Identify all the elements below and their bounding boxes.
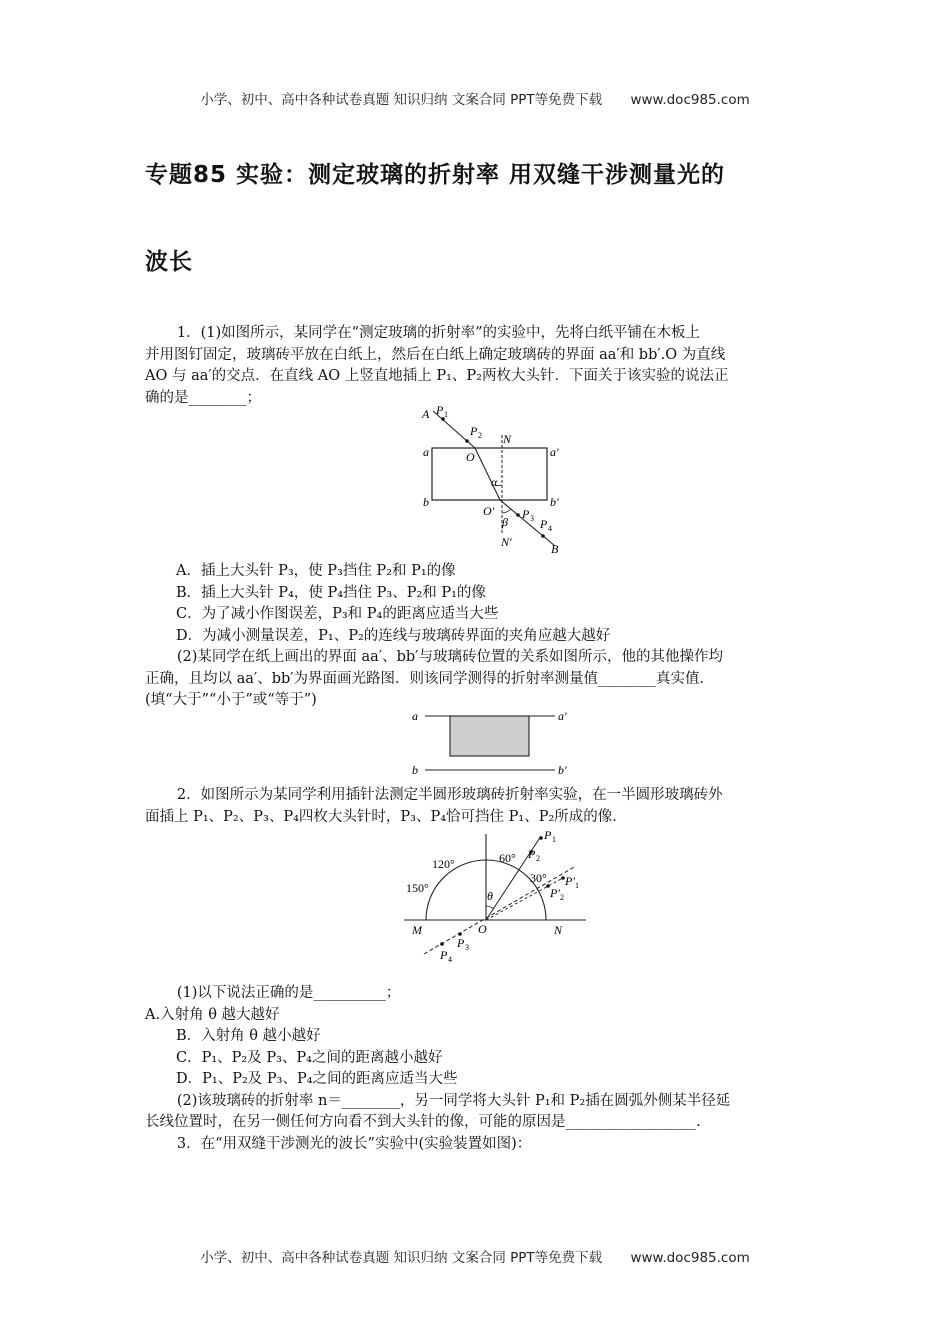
q1-intro-line: AO 与 aa′的交点．在直线 AO 上竖直地插上 P₁、P₂两枚大头针．下面关于该实验的说法正 xyxy=(145,368,729,384)
page-title-line1: 专题85 实验：测定玻璃的折射率 用双缝干涉测量光的 xyxy=(145,162,726,188)
label-b-prime: b′ xyxy=(550,495,559,509)
pin-p4-dot xyxy=(541,534,545,538)
label-150: 150° xyxy=(406,881,429,895)
q1-option-d: D．为减小测量误差，P₁、P₂的连线与玻璃砖界面的夹角应越大越好 xyxy=(176,627,611,644)
page-header xyxy=(0,88,950,108)
q2-figure xyxy=(400,826,590,968)
label-N-prime: N′ xyxy=(501,535,512,549)
label-120: 120° xyxy=(432,857,455,871)
label-a: a xyxy=(412,709,418,723)
label-P4: P xyxy=(440,948,448,962)
glass-block xyxy=(432,448,547,500)
page-title-line2: 波长 xyxy=(145,249,193,275)
label-O: O xyxy=(478,922,487,936)
theta-arc xyxy=(486,906,494,909)
q2-option-d: D．P₁、P₂及 P₃、P₄之间的距离应适当大些 xyxy=(176,1071,458,1087)
label-P3-sub: 3 xyxy=(530,514,534,523)
label-P1-sub: 1 xyxy=(552,835,556,844)
q1-intro xyxy=(145,323,805,409)
label-alpha: α xyxy=(491,475,498,489)
label-P2: P xyxy=(470,424,478,438)
label-beta: β xyxy=(502,515,508,529)
label-P1-prime: P′ xyxy=(565,874,575,888)
q1-part2-line: (2)某同学在纸上画出的界面 aa′、bb′与玻璃砖位置的关系如图所示，他的其他操作均 xyxy=(176,649,723,665)
label-30: 30° xyxy=(530,871,547,885)
label-P1-prime-sub: 1 xyxy=(575,881,579,890)
label-P4-sub: 4 xyxy=(548,524,552,533)
q1-option-b: B．插上大头针 P₄，使 P₄挡住 P₃、P₂和 P₁的像 xyxy=(176,584,486,601)
footer-site[interactable]: www.doc985.com xyxy=(630,1250,750,1266)
label-P3: P xyxy=(522,507,530,521)
label-a-prime: a′ xyxy=(550,445,559,459)
label-a: a xyxy=(423,445,429,459)
label-A: A xyxy=(422,407,430,421)
q2-intro-line: 2．如图所示为某同学利用插针法测定半圆形玻璃砖折射率实验，在一半圆形玻璃砖外 xyxy=(176,787,723,803)
label-P1: P xyxy=(436,403,444,417)
q2-intro-line: 面插上 P₁、P₂、P₃、P₄四枚大头针时，P₃、P₄恰可挡住 P₁、P₂所成的像． xyxy=(145,808,627,825)
q1-figure-1 xyxy=(415,403,575,555)
label-N: N xyxy=(554,923,563,937)
header-site[interactable]: www.doc985.com xyxy=(630,92,750,108)
pin-p2-dot xyxy=(465,439,469,443)
q1-part2-line: 正确，且均以 aa′、bb′为界面画光路图．则该同学测得的折射率测量值________真实值． xyxy=(145,670,715,687)
label-P1-sub: 1 xyxy=(444,410,448,419)
pin-p4-dot xyxy=(440,942,444,946)
label-P3-sub: 3 xyxy=(465,943,469,952)
q2-question-1: (1)以下说法正确的是__________； xyxy=(176,985,401,1001)
pin-p3-dot xyxy=(516,513,520,517)
label-60: 60° xyxy=(499,851,516,865)
label-P2-sub: 2 xyxy=(536,854,540,863)
header-text: 小学、初中、高中各种试卷真题 知识归纳 文案合同 PPT等免费下载 xyxy=(200,92,603,108)
label-M: M xyxy=(412,923,422,937)
q2-option-a: A.入射角 θ 越大越好 xyxy=(145,1006,280,1023)
glass-block-gray xyxy=(450,716,529,756)
label-P2-prime-sub: 2 xyxy=(560,893,564,902)
q2-option-c: C．P₁、P₂及 P₃、P₄之间的距离越小越好 xyxy=(176,1049,443,1066)
q3-intro: 3．在“用双缝干涉测光的波长”实验中(实验装置如图)： xyxy=(176,1135,532,1152)
q2-questions xyxy=(145,983,805,1155)
label-P2: P xyxy=(528,847,536,861)
dashed-ray xyxy=(424,866,576,954)
label-P4-sub: 4 xyxy=(448,955,452,964)
label-O-prime: O′ xyxy=(483,504,495,518)
q2-question-2-line: (2)该玻璃砖的折射率 n＝________，另一同学将大头针 P₁和 P₂插在圆弧外侧某半径延 xyxy=(176,1092,731,1109)
label-P2-prime: P′ xyxy=(550,886,560,900)
label-b: b xyxy=(423,495,429,509)
label-O: O xyxy=(466,450,475,464)
label-P3: P xyxy=(457,936,465,950)
q1-intro-line: 1．(1)如图所示，某同学在“测定玻璃的折射率”的实验中，先将白纸平铺在木板上 xyxy=(176,325,700,341)
q1-part2-line: (填“大于”“小于”或“等于”) xyxy=(145,692,317,708)
label-b-prime: b′ xyxy=(558,763,567,777)
label-N: N xyxy=(503,432,512,446)
label-b: b xyxy=(412,763,418,777)
q1-option-c: C．为了减小作图误差，P₃和 P₄的距离应适当大些 xyxy=(176,606,499,622)
q2-question-2-line: 长线位置时，在另一侧任何方向看不到大头针的像，可能的原因是__________________. xyxy=(145,1114,701,1130)
page-footer xyxy=(0,1246,950,1266)
q2-option-b: B．入射角 θ 越小越好 xyxy=(176,1028,321,1044)
q2-intro xyxy=(145,785,805,828)
refracted-ray xyxy=(475,448,500,500)
label-a-prime: a′ xyxy=(558,709,567,723)
q1-intro-line: 确的是________； xyxy=(145,389,261,406)
q1-option-a: A．插上大头针 P₃，使 P₃挡住 P₂和 P₁的像 xyxy=(176,563,456,579)
pin-p1-dot xyxy=(539,836,543,840)
q1-figure-2 xyxy=(405,704,580,780)
label-P1: P xyxy=(544,828,552,842)
label-theta: θ xyxy=(487,889,493,903)
q1-options xyxy=(145,561,805,712)
label-P4: P xyxy=(540,517,548,531)
beta-arc xyxy=(502,509,511,513)
label-P2-sub: 2 xyxy=(478,431,482,440)
label-B: B xyxy=(551,542,559,555)
footer-text: 小学、初中、高中各种试卷真题 知识归纳 文案合同 PPT等免费下载 xyxy=(200,1250,603,1266)
q1-intro-line: 并用图钉固定，玻璃砖平放在白纸上，然后在白纸上确定玻璃砖的界面 aa′和 bb′.O 为直线 xyxy=(145,346,726,363)
